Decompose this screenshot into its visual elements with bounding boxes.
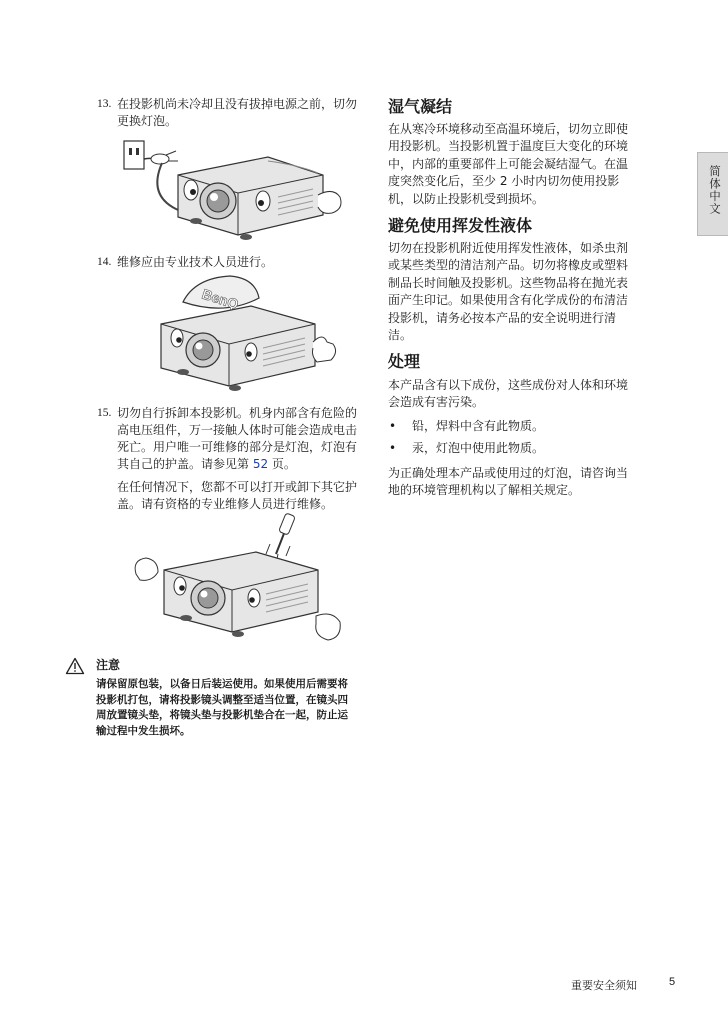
page-number: 5 xyxy=(669,976,676,988)
disposal-bullet-list xyxy=(388,418,678,462)
page-reference-line: 其自己的护盖。请参见第 52 页。 xyxy=(117,457,296,471)
disposal-intro: 本产品含有以下成份，这些成份对人体和环境 会造成有害污染。 xyxy=(388,378,629,410)
heading-disposal: 处理 xyxy=(388,352,421,371)
item-text: 在投影机尚未冷却且没有拔掉电源之前，切勿 更换灯泡。 xyxy=(117,97,358,128)
note-body: 请保留原包装，以备日后装运使用。如果使用后需要将 投影机打包，请将投影镜头调整至适当位置，在镜头四 周放置镜头垫，将镜头垫与投影机垫合在一起，防止运 输过程中发生损坏。 xyxy=(96,678,348,737)
item-text: 维修应由专业技术人员进行。 xyxy=(117,255,274,269)
item-number: 15. xyxy=(97,407,112,419)
projector-unplug-illustration xyxy=(118,135,348,250)
page-link[interactable]: 52 xyxy=(252,457,269,471)
disposal-outro: 为正确处理本产品或使用过的灯泡，请咨询当 地的环境管理机构以了解相关规定。 xyxy=(388,466,629,498)
list-item-13 xyxy=(97,96,387,132)
item-number: 13. xyxy=(97,98,112,110)
list-item: • 铅，焊料中含有此物质。 xyxy=(389,419,545,433)
volatile-paragraph: 切勿在投影机附近使用挥发性液体，如杀虫剂 或某些类型的清洁剂产品。切勿将橡皮或塑料 制品长时间触及投影机。这些物品将在抛光表 面产生印记。如果使用含有化学成份的布清洁 投影机，请务必按本产品的安全说明进行清 洁。 xyxy=(388,241,629,343)
list-item-14 xyxy=(97,254,387,272)
bullet-icon: • xyxy=(389,419,397,433)
item-text: 切勿自行拆卸本投影机。机身内部含有危险的 高电压组件，万一接触人体时可能会造成电击 死亡。用户唯一可维修的部分是灯泡，灯泡有 其自己的护盖。请参见第 52 页。 在任何情况下，您都不可以打开或卸下其它护 盖。请有资格的专业维修人员进行维修。 xyxy=(117,405,382,513)
condensation-paragraph: 在从寒冷环境移动至高温环境后，切勿立即使 用投影机。当投影机置于温度巨大变化的环境 中，内部的重要部件上可能会凝结湿气。在温 度突然变化后，至少 2 小时内切勿使用投影 机，以防止投影机受到损坏。 xyxy=(388,122,629,206)
list-item: • 汞，灯泡中使用此物质。 xyxy=(389,441,545,455)
language-tab-label: 简体中文 xyxy=(708,165,722,215)
footer-section-title: 重要安全须知 xyxy=(571,979,637,992)
list-item-15 xyxy=(97,405,387,515)
bullet-icon: • xyxy=(389,441,397,455)
warning-icon xyxy=(65,657,85,675)
heading-volatile-liquids: 避免使用挥发性液体 xyxy=(388,216,533,235)
language-side-tab xyxy=(697,152,728,236)
projector-service-illustration xyxy=(155,272,340,397)
note-title: 注意 xyxy=(96,658,121,672)
projector-screwdriver-illustration xyxy=(128,512,350,652)
item-number: 14. xyxy=(97,256,112,268)
heading-condensation: 湿气凝结 xyxy=(388,97,453,116)
logo-text: BenQ xyxy=(200,285,241,313)
